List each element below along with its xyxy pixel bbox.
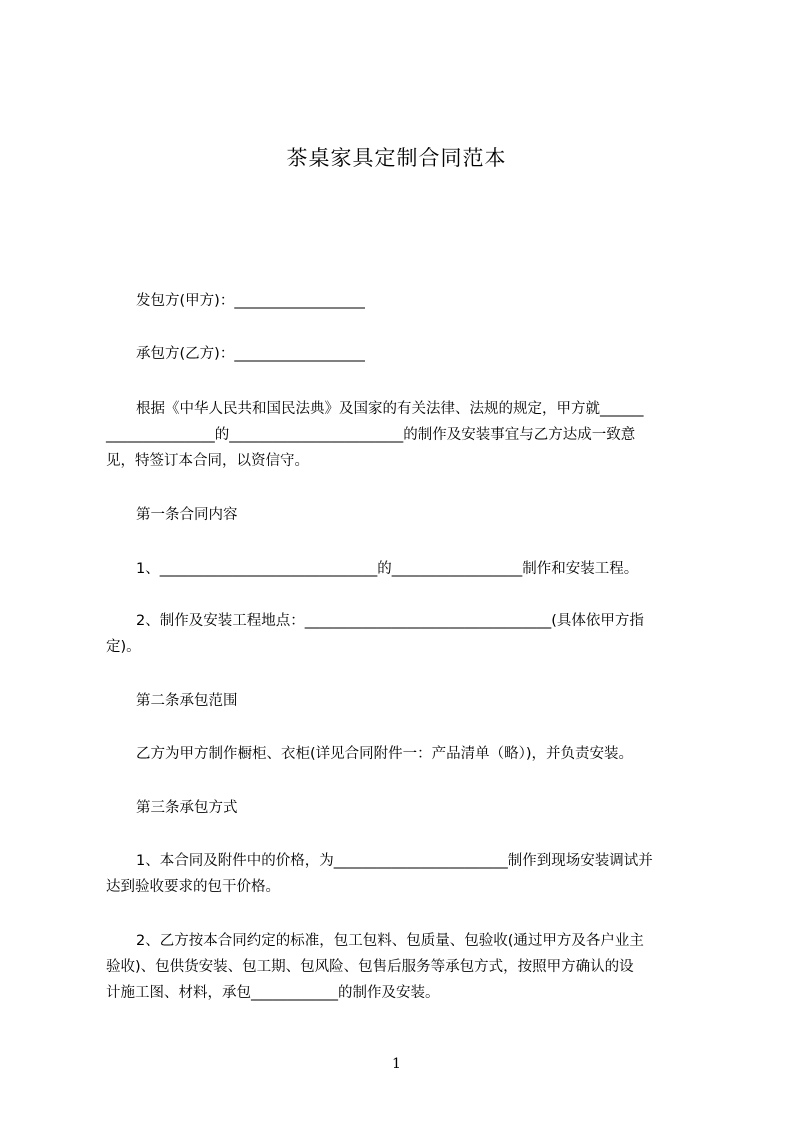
article-2-body: 乙方为甲方制作橱柜、衣柜(详见合同附件一：产品清单（略）)，并负责安装。 (136, 746, 634, 762)
article-3-item-2c: 计施工图、材料，承包____________的制作及安装。 (106, 985, 440, 1001)
article-3-item-2b: 验收)、包供货安装、包工期、包风险、包售后服务等承包方式，按照甲方确认的设 (106, 959, 634, 975)
article-3-heading: 第三条承包方式 (136, 800, 238, 816)
article-2-heading: 第二条承包范围 (136, 693, 238, 709)
document-title: 茶桌家具定制合同范本 (286, 146, 507, 170)
preamble-line-3: 见，特签订本合同，以资信守。 (106, 453, 309, 469)
article-1-item-2b: 定)。 (106, 639, 141, 655)
article-3-item-2a: 2、乙方按本合同约定的标准，包工包料、包质量、包验收(通过甲方及各户业主 (136, 933, 644, 949)
article-3-item-1b: 达到验收要求的包干价格。 (106, 879, 280, 895)
party-b-line: 承包方(乙方)：__________________ (136, 346, 365, 362)
article-1-heading: 第一条合同内容 (136, 507, 238, 523)
article-1-item-2a: 2、制作及安装工程地点：__________________________________(具体依甲方指 (136, 613, 644, 629)
preamble-line-1: 根据《中华人民共和国民法典》及国家的有关法律、法规的规定，甲方就______ (136, 401, 644, 417)
page-number: 1 (392, 1056, 401, 1072)
party-a-line: 发包方(甲方)：__________________ (136, 293, 365, 309)
article-1-item-1: 1、______________________________的__________________制作和安装工程。 (136, 561, 639, 577)
preamble-line-2: _______________的________________________的制作及安装事宜与乙方达成一致意 (106, 427, 636, 443)
article-3-item-1a: 1、本合同及附件中的价格，为________________________制作到现场安装调试并 (136, 853, 653, 869)
